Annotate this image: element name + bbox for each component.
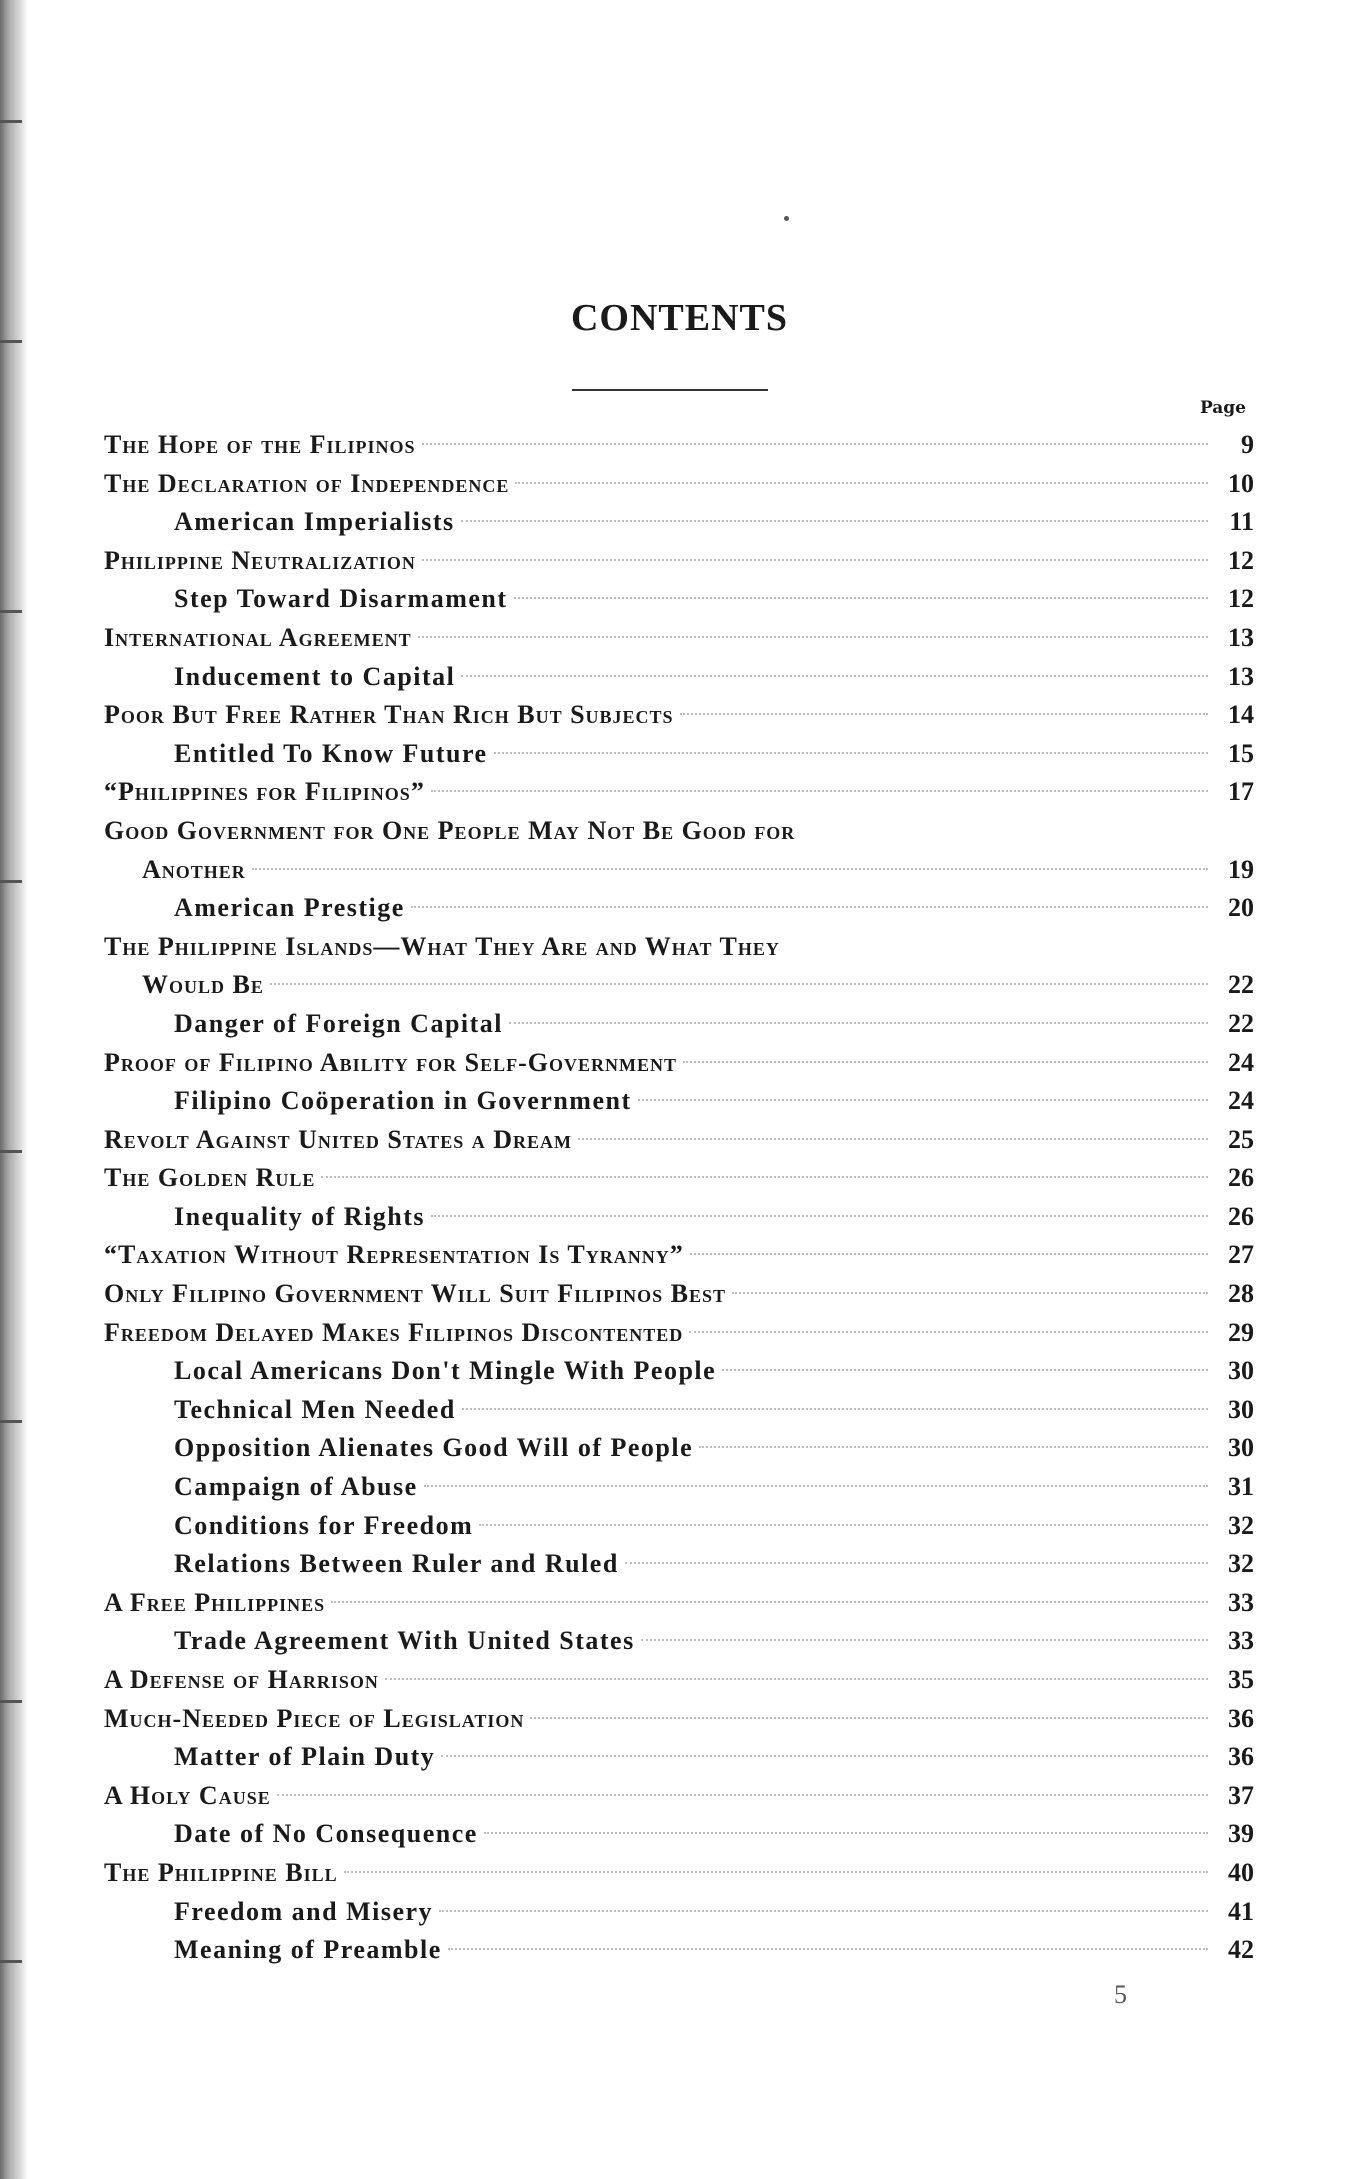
toc-entry (104, 580, 1254, 619)
binding-speck (0, 610, 22, 613)
toc-entry-page: 15 (1228, 738, 1254, 768)
dot-leader (270, 983, 1208, 985)
toc-entry-page: 24 (1228, 1086, 1254, 1116)
toc-entry-page: 29 (1228, 1317, 1254, 1347)
toc-entry-page: 28 (1228, 1279, 1254, 1309)
toc-entry-title: Inequality of Rights (174, 1201, 426, 1231)
toc-entry-title: Relations Between Ruler and Ruled (174, 1549, 619, 1579)
toc-entry (104, 1044, 1254, 1083)
toc-entry-page: 24 (1228, 1047, 1254, 1077)
toc-entry-page: 42 (1228, 1935, 1254, 1965)
toc-entry-title: A Defense of Harrison (104, 1665, 379, 1694)
page-title: CONTENTS (570, 297, 789, 339)
toc-entry-title: American Imperialists (174, 507, 455, 537)
toc-entry-title: The Hope of the Filipinos (104, 430, 416, 459)
dot-leader (448, 1948, 1208, 1950)
toc-entry-page: 26 (1228, 1163, 1254, 1193)
dot-leader (462, 1408, 1208, 1410)
binding-speck (0, 120, 22, 123)
toc-entry (104, 1854, 1254, 1893)
toc-entry (104, 1391, 1254, 1430)
toc-entry (104, 1738, 1254, 1777)
dot-leader (641, 1639, 1208, 1641)
toc-entry-title: Much-Needed Piece of Legislation (104, 1703, 525, 1733)
toc-entry-page: 41 (1228, 1896, 1254, 1926)
toc-entry-page: 13 (1228, 622, 1254, 652)
toc-entry (104, 735, 1254, 774)
toc-entry-page: 40 (1228, 1857, 1254, 1887)
dot-leader (331, 1601, 1208, 1603)
dot-leader (439, 1910, 1208, 1912)
toc-entry-page: 9 (1241, 430, 1254, 459)
toc-entry-title: Meaning of Preamble (174, 1935, 442, 1965)
toc-entry (104, 1661, 1254, 1700)
toc-entry-page: 30 (1228, 1394, 1254, 1424)
dot-leader (344, 1871, 1208, 1873)
dot-leader (578, 1138, 1208, 1140)
toc-entry-page: 10 (1228, 468, 1254, 498)
toc-entry-title: The Golden Rule (104, 1163, 316, 1193)
toc-entry-page: 27 (1228, 1240, 1254, 1270)
dot-leader (252, 868, 1208, 870)
dot-leader (530, 1717, 1208, 1719)
dot-leader (422, 443, 1209, 445)
dot-leader (625, 1562, 1208, 1564)
toc-entry-title: Philippine Neutralization (104, 545, 416, 575)
toc-entry (104, 1352, 1254, 1391)
toc-entry-title: Only Filipino Government Will Suit Filipinos Best (104, 1279, 726, 1309)
toc-entry-page: 12 (1228, 545, 1254, 575)
toc-entry (104, 889, 1254, 928)
toc-entry (104, 1005, 1254, 1044)
toc-entry-page: 33 (1228, 1587, 1254, 1617)
toc-entry-title: Revolt Against United States a Dream (104, 1124, 573, 1154)
toc-entry-title: Freedom Delayed Makes Filipinos Discontented (104, 1317, 684, 1347)
page-number: 5 (1114, 1980, 1127, 2009)
dot-leader (424, 1485, 1208, 1487)
table-of-contents (104, 426, 1254, 1970)
toc-entry (104, 812, 1254, 851)
toc-entry (104, 1622, 1254, 1661)
toc-entry-title: Date of No Consequence (174, 1819, 478, 1849)
toc-entry (104, 696, 1254, 735)
toc-entry (104, 966, 1254, 1005)
toc-entry-page: 12 (1228, 584, 1254, 614)
dot-leader (484, 1832, 1208, 1834)
toc-entry-page: 30 (1228, 1356, 1254, 1386)
toc-entry (104, 542, 1254, 581)
binding-speck (0, 340, 22, 343)
toc-entry-title: A Free Philippines (104, 1587, 326, 1617)
binding-speck (0, 1420, 22, 1423)
toc-entry-title: Freedom and Misery (174, 1896, 434, 1926)
toc-entry (104, 1275, 1254, 1314)
dot-leader (683, 1061, 1208, 1063)
dot-leader (422, 559, 1208, 561)
dot-leader (494, 752, 1208, 754)
dot-leader (638, 1099, 1208, 1101)
toc-entry-title: Step Toward Disarmament (174, 584, 508, 614)
dot-leader (461, 675, 1208, 677)
toc-entry-page: 20 (1228, 893, 1254, 923)
binding-speck (0, 1150, 22, 1153)
title-divider (572, 389, 768, 391)
toc-entry (104, 1236, 1254, 1275)
toc-entry-title: A Holy Cause (104, 1780, 271, 1810)
ink-speck (784, 216, 789, 221)
toc-entry (104, 1815, 1254, 1854)
binding-speck (0, 1960, 22, 1963)
dot-leader (732, 1292, 1208, 1294)
toc-entry-title: The Declaration of Independence (104, 468, 510, 498)
toc-entry-title: Matter of Plain Duty (174, 1742, 436, 1772)
dot-leader (321, 1176, 1208, 1178)
toc-entry (104, 1082, 1254, 1121)
toc-entry-title: Local Americans Don't Mingle With People (174, 1356, 717, 1386)
toc-entry (104, 503, 1254, 542)
dot-leader (722, 1369, 1208, 1371)
toc-entry (104, 1314, 1254, 1353)
toc-entry (104, 1700, 1254, 1739)
toc-entry-page: 39 (1228, 1819, 1254, 1849)
toc-entry-page: 35 (1228, 1665, 1254, 1694)
toc-entry-page: 22 (1228, 970, 1254, 1000)
toc-entry-page: 36 (1228, 1703, 1254, 1733)
toc-entry-title: The Philippine Islands—What They Are and What They (104, 931, 780, 961)
binding-speck (0, 880, 22, 883)
toc-entry (104, 1121, 1254, 1160)
toc-entry-title: Poor But Free Rather Than Rich But Subjects (104, 700, 674, 730)
toc-entry (104, 1468, 1254, 1507)
toc-entry (104, 465, 1254, 504)
toc-entry-page: 30 (1228, 1433, 1254, 1463)
toc-entry (104, 928, 1254, 967)
toc-entry-title: Proof of Filipino Ability for Self-Government (104, 1047, 677, 1077)
toc-entry-page: 11 (1229, 507, 1254, 537)
toc-entry-page: 31 (1228, 1472, 1254, 1502)
binding-speck (0, 1700, 22, 1703)
toc-entry-page: 22 (1228, 1008, 1254, 1038)
dot-leader (689, 1331, 1208, 1333)
dot-leader (690, 1253, 1208, 1255)
dot-leader (699, 1446, 1208, 1448)
toc-entry-title: Entitled To Know Future (174, 738, 488, 768)
dot-leader (431, 790, 1208, 792)
toc-entry-page: 14 (1228, 700, 1254, 730)
toc-entry (104, 1159, 1254, 1198)
toc-entry (104, 426, 1254, 465)
dot-leader (411, 906, 1208, 908)
dot-leader (479, 1524, 1208, 1526)
toc-entry-page: 33 (1228, 1626, 1254, 1656)
toc-entry-page: 36 (1228, 1742, 1254, 1772)
toc-entry-title: Trade Agreement With United States (174, 1626, 635, 1656)
toc-entry-title: The Philippine Bill (104, 1857, 338, 1887)
toc-entry-page: 26 (1228, 1201, 1254, 1231)
toc-entry-page: 13 (1228, 661, 1254, 691)
toc-entry (104, 773, 1254, 812)
toc-entry (104, 1507, 1254, 1546)
dot-leader (514, 597, 1208, 599)
dot-leader (431, 1215, 1208, 1217)
toc-entry-title: Technical Men Needed (174, 1394, 456, 1424)
toc-entry-title: Opposition Alienates Good Will of People (174, 1433, 694, 1463)
toc-entry-page: 25 (1228, 1124, 1254, 1154)
toc-entry-page: 32 (1228, 1549, 1254, 1579)
page-column-label: Page (1199, 398, 1246, 418)
dot-leader (509, 1022, 1208, 1024)
dot-leader (680, 713, 1208, 715)
toc-entry-title: Inducement to Capital (174, 661, 456, 691)
toc-entry (104, 1931, 1254, 1970)
toc-entry (104, 1198, 1254, 1237)
toc-entry-title: “Taxation Without Representation Is Tyranny” (104, 1240, 684, 1270)
dot-leader (385, 1678, 1208, 1680)
dot-leader (441, 1755, 1208, 1757)
toc-entry-title: Another (142, 854, 246, 884)
toc-entry-title: International Agreement (104, 622, 412, 652)
toc-entry (104, 619, 1254, 658)
toc-entry-title: Campaign of Abuse (174, 1472, 418, 1502)
dot-leader (418, 636, 1208, 638)
toc-entry-title: Would Be (142, 970, 264, 1000)
toc-entry (104, 1584, 1254, 1623)
toc-entry-title: American Prestige (174, 893, 405, 923)
toc-entry (104, 851, 1254, 890)
dot-leader (277, 1794, 1208, 1796)
dot-leader (515, 482, 1208, 484)
toc-entry (104, 1893, 1254, 1932)
toc-entry (104, 1429, 1254, 1468)
toc-entry-page: 19 (1228, 854, 1254, 884)
toc-entry-page: 37 (1228, 1780, 1254, 1810)
toc-entry-title: Filipino Coöperation in Government (174, 1086, 632, 1116)
dot-leader (461, 520, 1208, 522)
toc-entry-page: 32 (1228, 1510, 1254, 1540)
toc-entry (104, 658, 1254, 697)
toc-entry-title: Danger of Foreign Capital (174, 1008, 504, 1038)
toc-entry-title: Good Government for One People May Not Be Good for (104, 815, 796, 845)
toc-entry-title: “Philippines for Filipinos” (104, 777, 425, 807)
toc-entry-title: Conditions for Freedom (174, 1510, 474, 1540)
toc-entry-page: 17 (1228, 777, 1254, 807)
toc-entry (104, 1545, 1254, 1584)
toc-entry (104, 1777, 1254, 1816)
